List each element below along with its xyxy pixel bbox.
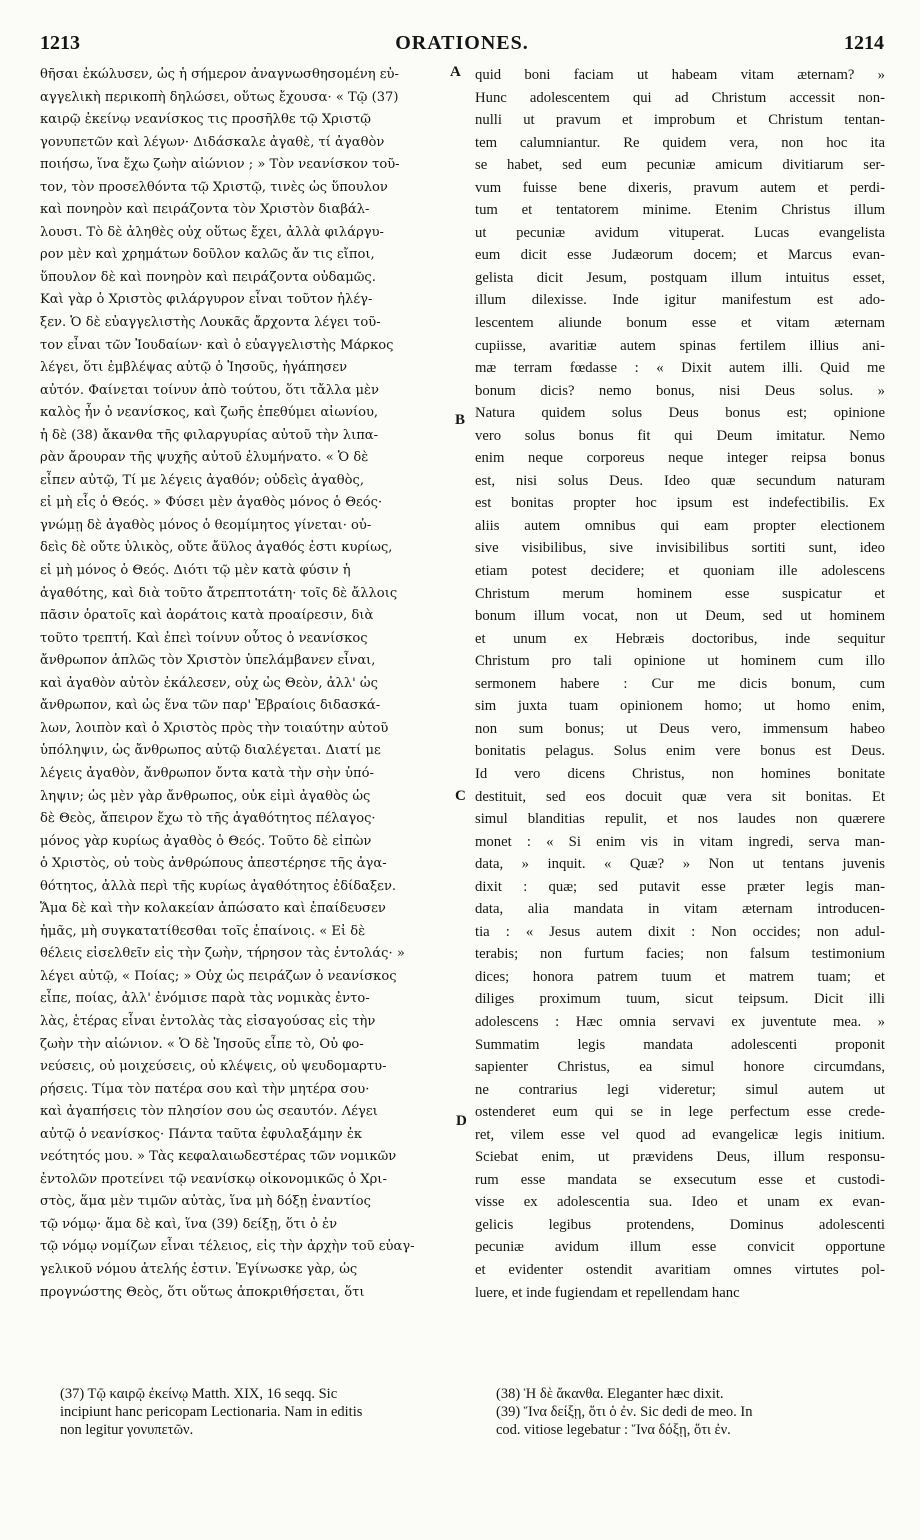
latin-text-line: est, nisi solus Deus. Ideo quæ secundum naturam — [475, 472, 885, 489]
greek-text-line: δὲ Θεὸς, ἄπειρον ἔχω τὸ τῆς ἀγαθότητος πέλαγος· — [40, 811, 376, 827]
greek-text-line: λὰς, ἑτέρας εἶναι ἐντολὰς τὰς εἰσαγούσας εἰς τὴν — [40, 1013, 376, 1029]
greek-text-line: ληψιν; ὡς μὲν γὰρ ἄνθρωπος, οὐκ εἰμὶ ἀγαθὸς ὡς — [40, 788, 371, 804]
latin-text-line: luere, et inde fugiendam et repellendam hanc — [475, 1284, 740, 1301]
latin-text-line: destituit, sed eos docuit quæ vera sit bonitas. Et — [475, 788, 885, 805]
latin-text-line: data, » inquit. « Quæ? » Non ut tentans juvenis — [475, 856, 885, 873]
greek-text-line: νεύσεις, οὐ μοιχεύσεις, οὐ κλέψεις, οὐ ψευδομαρτυ- — [40, 1059, 387, 1075]
greek-text-line: λέγει αὐτῷ, « Ποίας; » Οὐχ ὡς πειράζων ὁ νεανίσκος — [40, 968, 397, 984]
greek-text-line: ρὰν ἄρουραν τῆς ψυχῆς αὐτοῦ ἐλυμήνατο. « Ὁ δὲ — [40, 450, 369, 466]
greek-text-line: λουσι. Τὸ δὲ ἀληθὲς οὐχ οὕτως ἔχει, ἀλλὰ φιλάργυ- — [40, 224, 384, 240]
greek-text-line: δεὶς δὲ οὔτε ὑλικὸς, οὔτε ἄϋλος ἀγαθός ἐστι κυρίως, — [40, 540, 393, 556]
greek-text-line: Καὶ γὰρ ὁ Χριστὸς φιλάργυρον εἶναι τοῦτον ἠλέγ- — [40, 292, 373, 308]
greek-text-line: ρον μὲν καὶ χρημάτων δοῦλον καλῶς ἄν τις εἴποι, — [40, 247, 375, 263]
margin-marker-a: A — [450, 64, 461, 80]
latin-text-line: mæ terram fœdasse : « Dixit autem illi. Quid me — [475, 360, 885, 377]
latin-text-line: tum et tentatorem minime. Etenim Christus illum — [475, 202, 885, 219]
latin-text-line: bonitatis pelagus. Solus enim vere bonus est Deus. — [475, 743, 885, 760]
latin-text-line: nulli ut pravum et improbum et Christum tentan- — [475, 112, 885, 129]
latin-text-line: Christum merum hominem esse suspicatur et — [475, 585, 885, 602]
greek-text-line: τῷ νόμῳ νομίζων εἶναι τέλειος, εἰς τὴν ἀρχὴν τοῦ εὐαγ- — [40, 1239, 415, 1255]
latin-text-line: Sciebat enim, ut prævidens Deus, illum responsu- — [475, 1149, 885, 1166]
greek-text-line: ξεν. Ὁ δὲ εὐαγγελιστὴς Λουκᾶς ἄρχοντα λέγει τοῦ- — [40, 315, 381, 331]
greek-text-line: καὶ ἀγαπήσεις τὸν πλησίον σου ὡς σεαυτόν. Λέγει — [40, 1104, 378, 1120]
latin-text-line: est bonitas propter hoc ipsum est indefectibilis. Ex — [475, 495, 885, 512]
footnote-line: (37) Τῷ καιρῷ ἐκείνῳ Matth. XIX, 16 seqq. Sic — [60, 1386, 338, 1402]
greek-text-line: ὑπόληψιν, ὡς ἄνθρωπος αὐτῷ διαλέγεται. Διατί με — [40, 743, 381, 759]
greek-text-line: τον εἶναι τῶν Ἰουδαίων· καὶ ὁ εὐαγγελιστὴς Μάρκος — [40, 337, 394, 353]
latin-text-column — [475, 64, 885, 1304]
latin-text-line: monet : « Si enim vis in vitam ingredi, serva man- — [475, 833, 885, 850]
greek-text-line: αὐτόν. Φαίνεται τοίνυν ἀπὸ τούτου, ὅτι τἄλλα μὲν — [40, 382, 379, 398]
latin-text-line: Hunc adolescentem qui ad Christum accessit non- — [475, 89, 885, 106]
latin-text-line: gelicis legibus protendens, Dominus adolescenti — [475, 1216, 885, 1233]
greek-text-line: καιρῷ ἐκείνῳ νεανίσκος τις προσῆλθε τῷ Χριστῷ — [40, 112, 371, 128]
footnote-line: non legitur γονυπετῶν. — [60, 1422, 194, 1438]
latin-text-line: Summatim legis mandata adolescenti proponit — [475, 1036, 885, 1053]
page-number-left: 1213 — [40, 32, 80, 54]
latin-text-line: Natura quidem solus Deus bonus est; opinione — [475, 405, 885, 422]
greek-text-line: θότητος, ἀλλὰ περὶ τῆς κυρίως ἀγαθότητος ἐδίδαξεν. — [40, 878, 397, 894]
footnote-line: cod. vitiose legebatur : Ἵνα δόξῃ, ὅτι ἐν. — [496, 1422, 731, 1438]
latin-text-line: bonum dicis? nemo bonus, nisi Deus solus. » — [475, 382, 885, 399]
margin-marker-d: D — [456, 1113, 467, 1129]
latin-text-line: ne contrarius legi videretur; simul autem ut — [475, 1081, 885, 1098]
greek-text-line: εἶπεν αὐτῷ, Τί με λέγεις ἀγαθόν; οὐδεὶς ἀγαθὸς, — [40, 472, 364, 488]
greek-text-line: αὐτῷ ὁ νεανίσκος· Πάντα ταῦτα ἐφυλαξάμην ἐκ — [40, 1126, 363, 1142]
latin-text-line: ut pecuniæ avidum vituperat. Lucas evangelista — [475, 224, 885, 241]
latin-text-line: enim neque corporeus neque integer reipsa bonus — [475, 450, 885, 467]
latin-text-line: cupiisse, avaritiæ autem spinas fertilem illius ani- — [475, 337, 885, 354]
latin-text-line: sermonem habere : Cur me dicis bonum, cum — [475, 675, 885, 692]
latin-text-line: etiam potest decidere; et quoniam ille adolescens — [475, 563, 885, 580]
greek-text-line: ὁ Χριστὸς, οὐ τοὺς ἀνθρώπους ἀπεστέρησε τῆς ἀγα- — [40, 856, 387, 872]
latin-text-line: diliges proximum tuum, sicut teipsum. Dicit illi — [475, 991, 885, 1008]
latin-text-line: rum esse mandata se exsecutum esse et custodi- — [475, 1171, 885, 1188]
greek-text-line: ἄνθρωπον ἁπλῶς τὸν Χριστὸν ὑπελάμβανεν εἶναι, — [40, 653, 376, 669]
greek-text-line: εἰ μὴ μόνος ὁ Θεός. Διότι τῷ μὲν κατὰ φύσιν ἡ — [40, 563, 351, 579]
latin-text-line: vero solus bonus fit qui Deum imitatur. Nemo — [475, 427, 885, 444]
greek-text-line: ἡ δὲ (38) ἄκανθα τῆς φιλαργυρίας αὐτοῦ τὴν λιπα- — [40, 427, 379, 443]
latin-text-line: adolescens : Hæc omnia servavi ex juventute mea. » — [475, 1013, 885, 1030]
latin-text-line: tem calumniantur. Re quidem vera, non hoc ita — [475, 134, 885, 151]
greek-text-line: ὕπουλον δὲ καὶ πονηρὸν καὶ πειράζοντα οὐδαμῶς. — [40, 269, 376, 285]
latin-text-line: et evidenter ostendit avaritiam omnes virtutes pol- — [475, 1261, 885, 1278]
greek-text-line: λων, λοιπὸν καὶ ὁ Χριστὸς πρὸς τὴν τοιαύτην αὐτοῦ — [40, 720, 389, 736]
greek-text-line: ἐντολῶν προτείνει τῷ νεανίσκῳ οἰκονομικῶς ὁ Χρι- — [40, 1171, 387, 1187]
greek-text-line: στὸς, ἅμα μὲν τιμῶν αὐτὰς, ἵνα μὴ δόξῃ ἐναντίος — [40, 1194, 371, 1210]
latin-text-line: visse ex adolescentia sua. Ideo et unam ex evan- — [475, 1194, 885, 1211]
greek-text-line: λέγει, ὅτι ἐμβλέψας αὐτῷ ὁ Ἰησοῦς, ἠγάπησεν — [40, 360, 348, 376]
greek-text-line: εἰ μὴ εἷς ὁ Θεός. » Φύσει μὲν ἀγαθὸς μόνος ὁ Θεός· — [40, 495, 383, 511]
greek-text-line: Ἅμα δὲ καὶ τὴν κολακείαν ἀπώσατο καὶ ἐπαίδευσεν — [40, 901, 386, 917]
latin-text-line: gelista dicit Jesum, postquam illum intuitus esset, — [475, 269, 885, 286]
latin-text-line: sim juxta tuam opinionem homo; ut homo enim, — [475, 698, 885, 715]
greek-text-line: καλὸς ἦν ὁ νεανίσκος, καὶ ζωῆς ἐπεθύμει αἰωνίου, — [40, 405, 379, 421]
margin-marker-b: B — [455, 412, 466, 428]
page-header — [40, 32, 884, 60]
latin-text-line: Christum pro tali opinione ut hominem cum illo — [475, 653, 885, 670]
greek-text-line: προγνώστης Θεὸς, ὅτι οὕτως ἀποκριθήσεται, ὅτι — [40, 1284, 365, 1300]
latin-text-line: simul blanditias repulit, et nos laudes non quærere — [475, 811, 885, 828]
greek-text-line: γελικοῦ νόμου ἀτελής ἐστιν. Ἐγίνωσκε γὰρ, ὡς — [40, 1261, 358, 1277]
latin-text-line: lescentem aliunde bonum esse et vitam æternam — [475, 315, 885, 332]
latin-text-line: dixit : quæ; sed putavit esse præter legis man- — [475, 878, 885, 895]
greek-text-line: τοῦτο τρεπτή. Καὶ ἐπεὶ τοίνυν οὗτος ὁ νεανίσκος — [40, 630, 368, 646]
greek-text-line: εἶπε, ποίας, ἀλλ' ἐνόμισε παρὰ τὰς νομικὰς ἐντο- — [40, 991, 370, 1007]
greek-text-line: ρήσεις. Τίμα τὸν πατέρα σου καὶ τὴν μητέρα σου· — [40, 1081, 370, 1097]
latin-text-line: aliis autem omnibus qui eam propter electionem — [475, 517, 885, 534]
latin-text-line: sive visibilibus, sive invisibilibus sortiti sunt, ideo — [475, 540, 885, 557]
greek-text-line: μόνος γὰρ κυρίως ἀγαθὸς ὁ Θεός. Τοῦτο δὲ εἰπὼν — [40, 833, 372, 849]
greek-text-line: γονυπετῶν καὶ λέγων· Διδάσκαλε ἀγαθὲ, τί ἀγαθὸν — [40, 134, 385, 150]
greek-text-line: θέλεις εἰσελθεῖν εἰς τὴν ζωὴν, τήρησον τὰς ἐντολάς· » — [40, 946, 405, 962]
latin-text-line: eum dicit esse Judæorum docem; et Marcus evan- — [475, 247, 885, 264]
greek-text-line: ζωὴν τὴν αἰώνιον. « Ὁ δὲ Ἰησοῦς εἶπε τὸ, Οὐ φο- — [40, 1036, 364, 1052]
footnotes-left — [60, 1385, 452, 1439]
latin-text-line: quid boni faciam ut habeam vitam æternam? » — [475, 67, 885, 83]
latin-text-line: data, alia mandata in vitam æternam introducen- — [475, 901, 885, 918]
running-title: ORATIONES. — [395, 32, 529, 54]
greek-text-line: νεότητός μου. » Τὰς κεφαλαιωδεστέρας τῶν νομικῶν — [40, 1149, 397, 1165]
greek-text-line: λέγεις ἀγαθὸν, ἄνθρωπον ὄντα κατὰ τὴν σὴν ὑπό- — [40, 765, 374, 781]
greek-text-line: ἀγαθότης, καὶ διὰ τοῦτο ἄτρεπτοτάτη· τοῖς δὲ ἄλλοις — [40, 585, 398, 601]
footnote-line: (38) Ἡ δὲ ἄκανθα. Eleganter hæc dixit. — [496, 1386, 724, 1402]
greek-text-line: καὶ πονηρὸν καὶ πειράζοντα τὸν Χριστὸν διαβάλ- — [40, 202, 370, 218]
greek-text-line: ἡμᾶς, μὴ συγκατατίθεσθαι τοῖς ἐπαίνοις. « Εἰ δὲ — [40, 923, 366, 939]
page-number-right: 1214 — [844, 32, 884, 54]
margin-marker-c: C — [455, 788, 466, 804]
footnotes-right — [496, 1385, 888, 1439]
greek-text-line: γνώμῃ δὲ ἀγαθὸς μόνος ὁ θεομίμητος γίνεται· οὐ- — [40, 517, 372, 533]
greek-text-line: καὶ ἀγαθὸν αὐτὸν ἐκάλεσεν, οὐχ ὡς Θεὸν, ἀλλ' ὡς — [40, 675, 378, 691]
latin-text-line: dices; honora patrem tuum et matrem tuam; et — [475, 968, 885, 985]
latin-text-line: et unum ex Hebræis doctoribus, inde sequitur — [475, 630, 885, 647]
footnote-line: incipiunt hanc pericopam Lectionaria. Nam in editis — [60, 1404, 363, 1420]
greek-text-column — [40, 64, 460, 1304]
latin-text-line: ostenderet eum qui se in lege perfectum esse crede- — [475, 1104, 885, 1121]
greek-text-line: θῆσαι ἐκώλυσεν, ὡς ἡ σήμερον ἀναγνωσθησομένη εὐ- — [40, 67, 399, 82]
greek-text-line: τῷ νόμῳ· ἅμα δὲ καὶ, ἵνα (39) δείξῃ, ὅτι ὁ ἐν — [40, 1216, 338, 1232]
latin-text-line: terabis; non furtum facies; non falsum testimonium — [475, 946, 885, 963]
footnote-line: (39) Ἵνα δείξῃ, ὅτι ὁ ἐν. Sic dedi de meo. In — [496, 1404, 753, 1420]
latin-text-line: vum fuisse bene dixeris, pravum autem et perdi- — [475, 179, 885, 196]
latin-text-line: tia : « Jesus autem dixit : Non occides; non adul- — [475, 923, 885, 940]
latin-text-line: ret, vilem esse vel quod ad evangelicæ legis initium. — [475, 1126, 885, 1143]
latin-text-line: pecuniæ avidum illum esse convicit opportune — [475, 1239, 885, 1256]
greek-text-line: αγγελικὴ περικοπὴ δηλώσει, οὕτως ἔχουσα· « Τῷ (37) — [40, 89, 399, 105]
greek-text-line: τον, τὸν προσελθόντα τῷ Χριστῷ, τινὲς ὡς ὕπουλον — [40, 179, 388, 195]
latin-text-line: bonum illum vocat, non ut Deum, sed ut hominem — [475, 608, 885, 625]
latin-text-line: se habet, sed eum pecuniæ amicum divitiarum ser- — [475, 157, 885, 174]
greek-text-line: πᾶσιν ὁρατοῖς καὶ ἀοράτοις κατὰ προαίρεσιν, διὰ — [40, 608, 374, 624]
latin-text-line: Id vero dicens Christus, non homines bonitate — [475, 765, 885, 782]
greek-text-line: ἄνθρωπον, καὶ ὡς ἕνα τῶν παρ' Ἑβραίοις διδασκά- — [40, 698, 381, 714]
latin-text-line: non sum bonus; ut Deus vero, immensum habeo — [475, 720, 885, 737]
greek-text-line: ποιήσω, ἵνα ἔχω ζωὴν αἰώνιον ; » Τὸν νεανίσκον τοῦ- — [40, 157, 400, 173]
latin-text-line: sapienter Christus, ea simul honore circumdans, — [475, 1059, 885, 1076]
latin-text-line: illum dilexisse. Inde igitur manifestum est ado- — [475, 292, 885, 309]
